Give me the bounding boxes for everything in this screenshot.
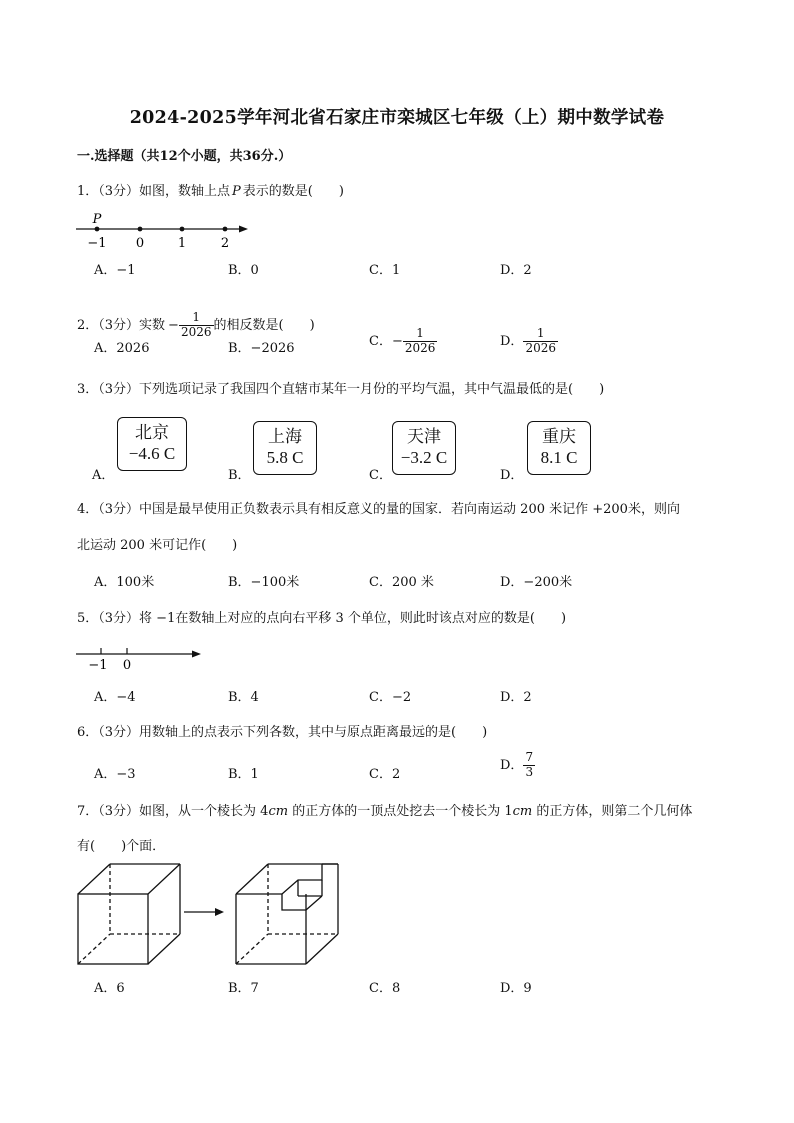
q3-option-a-letter[interactable]: A．: [92, 468, 115, 483]
q4-option-b[interactable]: B．−100米: [228, 575, 300, 590]
tick-label: 2: [220, 236, 230, 250]
tick-label: −1: [88, 658, 108, 673]
q3-option-b-letter[interactable]: B．: [228, 468, 251, 483]
variable-p: P: [232, 184, 241, 199]
q1-option-d[interactable]: D．2: [500, 263, 532, 278]
question-5-stem: 5．（3分）将 −1在数轴上对应的点向右平移 3 个单位，则此时该点对应的数是( ): [77, 611, 567, 626]
fraction: $\frac{1}{2026}$: [404, 326, 436, 355]
q1-option-c[interactable]: C．1: [369, 263, 401, 278]
q2-option-a[interactable]: A．2026: [94, 341, 150, 356]
q5-option-a[interactable]: A．−4: [94, 690, 136, 705]
q7-option-c[interactable]: C．8: [369, 981, 401, 996]
q3-option-c-card[interactable]: 天津 −3.2 C: [392, 421, 456, 475]
fraction: $\frac{7}{3}$: [525, 750, 534, 779]
number-line-arrow: [239, 226, 248, 233]
question-2-stem: 2．（3分）实数 − $\frac{1}{2026}$ 的相反数是( ): [77, 310, 315, 339]
q4-option-c[interactable]: C．200 米: [369, 575, 434, 590]
section-heading: 一.选择题（共12个小题，共36分.）: [77, 149, 292, 164]
q3-option-d-card[interactable]: 重庆 8.1 C: [527, 421, 591, 475]
transform-arrow: [184, 908, 224, 916]
notched-cube: [236, 864, 338, 964]
tick-point-0: [138, 227, 143, 232]
q7-option-d[interactable]: D．9: [500, 981, 532, 996]
q1-option-a[interactable]: A．−1: [94, 263, 136, 278]
tick-point-2: [223, 227, 228, 232]
q7-option-a[interactable]: A．6: [94, 981, 125, 996]
question-1-number-line: [72, 208, 257, 250]
q4-option-d[interactable]: D．−200米: [500, 575, 573, 590]
cube-edge: [78, 864, 110, 894]
question-1-stem: 1．（3分）如图，数轴上点 P 表示的数是( ): [77, 184, 344, 199]
question-7-line-1: 7．（3分）如图，从一个棱长为 4cm 的正方体的一顶点处挖去一个棱长为 1cm 的正方体，则第二个几何体: [77, 804, 693, 819]
point-p-label: P: [92, 212, 102, 227]
q2-option-c[interactable]: C．− $\frac{1}{2026}$: [369, 326, 436, 355]
tick-label: 1: [177, 236, 187, 250]
q2-option-d[interactable]: D． $\frac{1}{2026}$: [500, 326, 556, 355]
question-5-number-line: [72, 640, 207, 674]
question-4-line-2: 北运动 200 米可记作( ): [77, 538, 238, 553]
exam-title: 2024-2025学年河北省石家庄市栾城区七年级（上）期中数学试卷: [129, 108, 665, 128]
tick-label: 0: [135, 236, 145, 250]
q5-option-c[interactable]: C．−2: [369, 690, 412, 705]
q1-option-b[interactable]: B．0: [228, 263, 259, 278]
hidden-edge: [78, 934, 110, 964]
q5-option-d[interactable]: D．2: [500, 690, 532, 705]
q6-option-a[interactable]: A．−3: [94, 767, 136, 782]
q2-option-b[interactable]: B．−2026: [228, 341, 295, 356]
q3-option-a-card[interactable]: 北京 −4.6 C: [117, 417, 187, 471]
fraction: $\frac{1}{2026}$: [525, 326, 556, 355]
q3-option-d-letter[interactable]: D．: [500, 468, 524, 483]
cube-edge: [148, 934, 180, 964]
question-4-line-1: 4．（3分）中国是最早使用正负数表示具有相反意义的量的国家．若向南运动 200 米记作 +200米，则向: [77, 502, 680, 517]
tick-point-neg1: [95, 227, 100, 232]
q5-option-b[interactable]: B．4: [228, 690, 259, 705]
cube-edge: [148, 864, 180, 894]
question-6-stem: 6．（3分）用数轴上的点表示下列各数，其中与原点距离最远的是( ): [77, 725, 488, 740]
notch-outline: [282, 864, 322, 894]
number-line-arrow: [192, 651, 201, 658]
question-3-stem: 3．（3分）下列选项记录了我国四个直辖市某年一月份的平均气温，其中气温最低的是( ): [77, 382, 605, 397]
notch-outline: [306, 896, 322, 910]
hidden-edge: [236, 934, 268, 964]
q6-option-d[interactable]: D． $\frac{7}{3}$: [500, 750, 534, 779]
q6-option-b[interactable]: B．1: [228, 767, 259, 782]
tick-label: 0: [122, 658, 132, 673]
q3-option-c-letter[interactable]: C．: [369, 468, 392, 483]
full-cube: [78, 864, 180, 964]
q4-option-a[interactable]: A．100米: [94, 575, 155, 590]
question-7-cube-figure: [72, 860, 362, 972]
tick-point-1: [180, 227, 185, 232]
q7-option-b[interactable]: B．7: [228, 981, 259, 996]
question-7-line-2: 有( )个面．: [77, 839, 166, 854]
tick-label: −1: [87, 236, 107, 250]
q6-option-c[interactable]: C．2: [369, 767, 401, 782]
fraction: $\frac{1}{2026}$: [180, 310, 212, 339]
q3-option-b-card[interactable]: 上海 5.8 C: [253, 421, 317, 475]
